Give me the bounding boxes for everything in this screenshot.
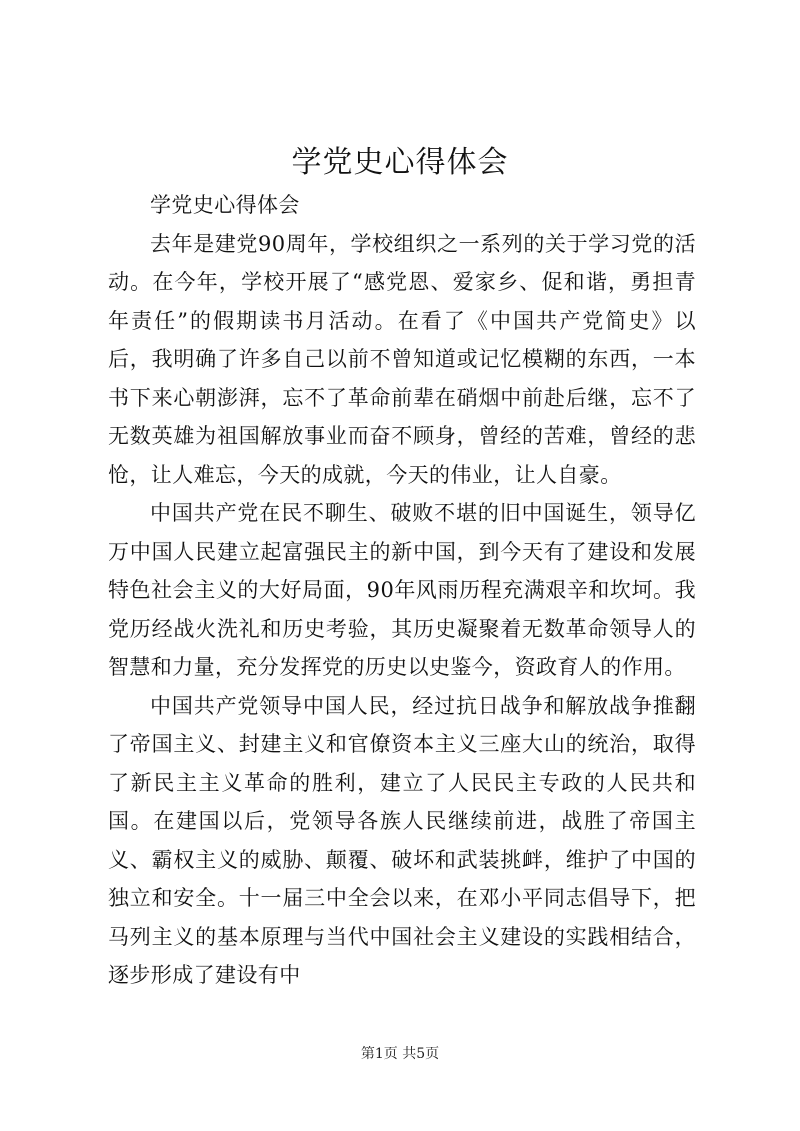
paragraph-subtitle: 学党史心得体会 [150,193,300,217]
document-body [108,186,696,995]
paragraph-2: 中国共产党在民不聊生、破败不堪的旧中国诞生，领导亿万中国人民建立起富强民主的新中国，到今天有了建设和发展特色社会主义的大好局面，90年风雨历程充满艰辛和坎坷。我党历经战火洗礼和历史考验，其历史凝聚着无数革命领导人的智慧和力量，充分发挥党的历史以史鉴今，资政育人的作用。 [108,501,696,679]
paragraph-1: 去年是建党90周年，学校组织之一系列的关于学习党的活动。在今年，学校开展了“感党恩、爱家乡、促和谐，勇担青年责任”的假期读书月活动。在看了《中国共产党简史》以后，我明确了许多自己以前不曾知道或记忆模糊的东西，一本书下来心朝澎湃，忘不了革命前辈在硝烟中前赴后继，忘不了无数英雄为祖国解放事业而奋不顾身，曾经的苦难，曾经的悲怆，让人难忘，今天的成就，今天的伟业，让人自豪。 [108,231,696,487]
paragraph-3: 中国共产党领导中国人民，经过抗日战争和解放战争推翻了帝国主义、封建主义和官僚资本主义三座大山的统治，取得了新民主主义革命的胜利，建立了人民民主专政的人民共和国。在建国以后，党领导各族人民继续前进，战胜了帝国主义、霸权主义的威胁、颠覆、破坏和武装挑衅，维护了中国的独立和安全。十一届三中全会以来，在邓小平同志倡导下，把马列主义的基本原理与当代中国社会主义建设的实践相结合，逐步形成了建设有中 [108,693,696,987]
page-footer: 第1页 共5页 [360,1046,440,1062]
document-title: 学党史心得体会 [291,145,509,180]
